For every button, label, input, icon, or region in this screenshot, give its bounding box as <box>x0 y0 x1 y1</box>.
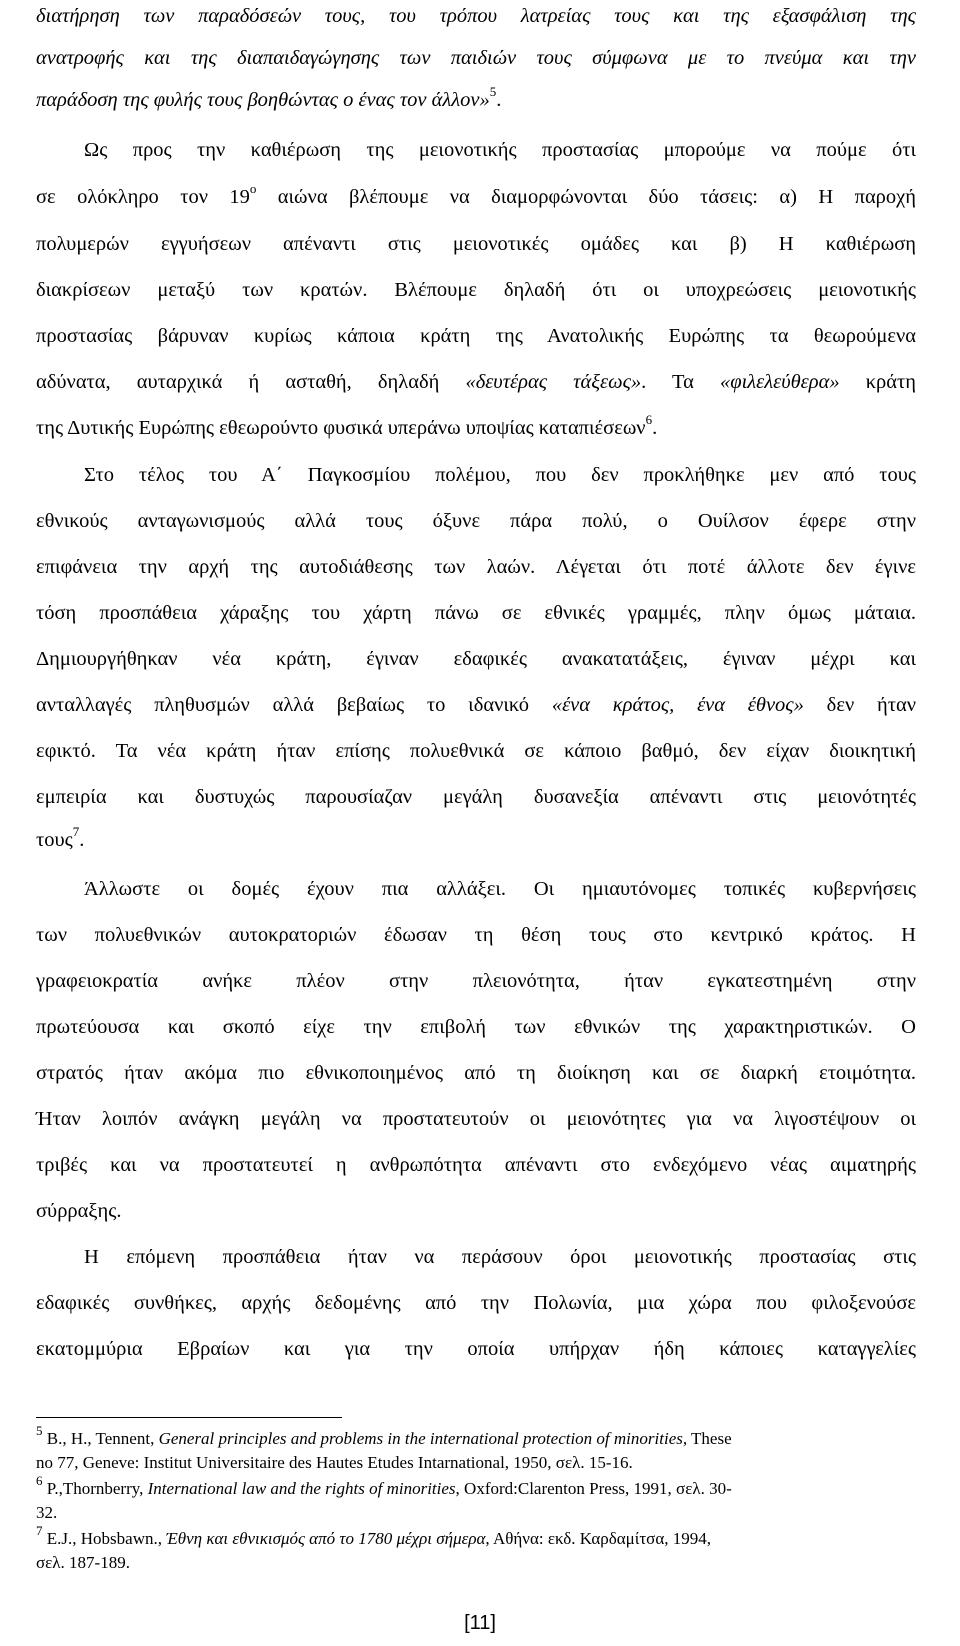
text-run: Ως προς την καθιέρωση της μειονοτικής προστασίας μπορούμε να πούμε ότι <box>84 139 916 161</box>
footnote-ref: 7 <box>36 1523 43 1539</box>
body-line <box>36 322 916 350</box>
body-line <box>36 2 916 30</box>
page-number: [11] <box>464 1612 496 1634</box>
footnote-separator <box>36 1417 342 1418</box>
text-run: επιφάνεια την αρχή της αυτοδιάθεσης των λαών. Λέγεται ότι ποτέ άλλοτε δεν έγινε <box>36 556 916 578</box>
body-line <box>36 737 916 765</box>
body-line <box>84 875 916 903</box>
italic-text: παράδοση της φυλής τους βοηθώντας ο ένας τον άλλον» <box>36 89 490 111</box>
body-line <box>36 691 916 719</box>
text-run: Δημιουργήθηκαν νέα κράτη, έγιναν εδαφικές ανακατατάξεις, έγιναν μέχρι και <box>36 648 916 670</box>
italic-text: Έθνη και εθνικισμός από το 1780 μέχρι σήμερα <box>166 1529 486 1548</box>
text-run: γραφειοκρατία ανήκε πλέον στην πλειονότητα, ήταν εγκατεστημένη στην <box>36 970 916 992</box>
text-run: . Τα <box>641 371 720 393</box>
text-run: στρατός ήταν ακόμα πιο εθνικοποιημένος από τη διοίκηση και σε διαρκή ετοιμότητα. <box>36 1062 916 1084</box>
italic-text: «δευτέρας τάξεως» <box>465 371 642 393</box>
text-run: διακρίσεων μεταξύ των κρατών. Βλέπουμε δηλαδή ότι οι υποχρεώσεις μειονοτικής <box>36 279 916 301</box>
footnote-ref: 5 <box>489 84 497 100</box>
body-line <box>36 1289 916 1317</box>
italic-text: «ένα κράτος, ένα έθνος» <box>551 694 804 716</box>
body-line <box>36 86 916 114</box>
footnote-ref: 6 <box>36 1473 43 1489</box>
body-line <box>36 599 916 627</box>
body-line <box>36 1105 916 1133</box>
footnote-line <box>36 1473 916 1500</box>
text-run: . <box>79 829 85 851</box>
body-line <box>36 783 916 811</box>
text-run: τους <box>36 829 73 851</box>
body-line <box>84 1243 916 1271</box>
text-run: τριβές και να προστατευτεί η ανθρωπότητα απέναντι στο ενδεχόμενο νέας αιματηρής <box>36 1154 916 1176</box>
body-line <box>36 507 916 535</box>
body-line <box>36 826 916 854</box>
footnote-line <box>36 1552 916 1574</box>
text-run: no 77, Geneve: Institut Universitaire des Hautes Etudes Intarnational, 1950, σελ. 15-16. <box>36 1453 633 1472</box>
body-line <box>36 1335 916 1363</box>
body-line <box>36 1013 916 1041</box>
text-run: Ήταν λοιπόν ανάγκη μεγάλη να προστατευτούν οι μειονότητες για να λιγοστέψουν οι <box>36 1108 916 1130</box>
italic-text: διατήρηση των παραδόσεών τους, του τρόπου λατρείας τους και της εξασφάλιση της <box>36 5 916 27</box>
text-run: B., H., Tennent, <box>42 1429 159 1448</box>
text-run: , Oxford:Clarenton Press, 1991, σελ. 30- <box>455 1479 732 1498</box>
text-run: πολυμερών εγγυήσεων απέναντι στις μειονοτικές ομάδες και β) Η καθιέρωση <box>36 233 916 255</box>
text-run: εδαφικές συνθήκες, αρχής δεδομένης από την Πολωνία, μια χώρα που φιλοξενούσε <box>36 1292 916 1314</box>
footnote-ref: ο <box>249 181 257 197</box>
body-line <box>84 461 916 489</box>
text-run: της Δυτικής Ευρώπης εθεωρούντο φυσικά υπεράνω υποψίας καταπιέσεων <box>36 417 646 439</box>
text-run: Άλλωστε οι δομές έχουν πια αλλάξει. Οι ημιαυτόνομες τοπικές κυβερνήσεις <box>84 878 916 900</box>
text-run: . <box>652 417 658 439</box>
text-run: σε ολόκληρο τον 19 <box>36 186 250 208</box>
italic-text: International law and the rights of minorities <box>147 1479 456 1498</box>
text-run: εκατομμύρια Εβραίων και για την οποία υπήρχαν ήδη κάποιες καταγγελίες <box>36 1338 916 1360</box>
text-run: των πολυεθνικών αυτοκρατοριών έδωσαν τη θέση τους στο κεντρικό κράτος. Η <box>36 924 916 946</box>
footnote-line <box>36 1523 916 1550</box>
text-run: τόση προσπάθεια χάραξης του χάρτη πάνω σε εθνικές γραμμές, πλην όμως μάταια. <box>36 602 916 624</box>
text-run: , Αθήνα: εκδ. Καρδαμίτσα, 1994, <box>485 1529 711 1548</box>
text-run: εθνικούς ανταγωνισμούς αλλά τους όξυνε πάρα πολύ, ο Ουίλσον έφερε στην <box>36 510 916 532</box>
body-line <box>36 921 916 949</box>
footnote-line <box>36 1452 916 1474</box>
footnote-ref: 6 <box>645 412 653 428</box>
body-line <box>36 230 916 258</box>
body-line <box>36 967 916 995</box>
text-run: σελ. 187-189. <box>36 1553 130 1572</box>
body-line <box>36 1197 916 1225</box>
text-run: . <box>496 89 502 111</box>
text-run: προστασίας βάρυναν κυρίως κάποια κράτη της Ανατολικής Ευρώπης τα θεωρούμενα <box>36 325 916 347</box>
text-run: Η επόμενη προσπάθεια ήταν να περάσουν όροι μειονοτικής προστασίας στις <box>84 1246 916 1268</box>
text-run: δεν ήταν <box>803 694 916 716</box>
body-line <box>36 44 916 72</box>
text-run: εφικτό. Τα νέα κράτη ήταν επίσης πολυεθνικά σε κάποιο βαθμό, δεν είχαν διοικητική <box>36 740 916 762</box>
text-run: κράτη <box>839 371 916 393</box>
footnote-line <box>36 1423 916 1450</box>
body-line <box>84 136 916 164</box>
text-run: P.,Thornberry, <box>42 1479 148 1498</box>
text-run: αιώνα βλέπουμε να διαμορφώνονται δύο τάσεις: α) Η παροχή <box>256 186 916 208</box>
text-run: 32. <box>36 1503 58 1522</box>
text-run: αδύνατα, αυταρχικά ή ασταθή, δηλαδή <box>36 371 466 393</box>
text-run: πρωτεύουσα και σκοπό είχε την επιβολή των εθνικών της χαρακτηριστικών. Ο <box>36 1016 916 1038</box>
footnote-ref: 7 <box>72 824 80 840</box>
text-run: , These <box>682 1429 732 1448</box>
italic-text: «φιλελεύθερα» <box>720 371 840 393</box>
footnote-ref: 5 <box>36 1423 43 1439</box>
body-line <box>36 1151 916 1179</box>
text-run: εμπειρία και δυστυχώς παρουσίαζαν μεγάλη δυσανεξία απέναντι στις μειονότητές <box>36 786 916 808</box>
text-run: ανταλλαγές πληθυσμών αλλά βεβαίως το ιδανικό <box>36 694 552 716</box>
italic-text: General principles and problems in the international protection of minorities <box>158 1429 683 1448</box>
text-run: E.J., Hobsbawn., <box>42 1529 167 1548</box>
text-run: Στο τέλος του Α΄ Παγκοσμίου πολέμου, που δεν προκλήθηκε μεν από τους <box>84 464 916 486</box>
body-line <box>36 645 916 673</box>
text-run: σύρραξης. <box>36 1200 122 1222</box>
body-line <box>36 414 916 442</box>
body-line <box>36 276 916 304</box>
body-line <box>36 368 916 396</box>
body-line <box>36 183 916 211</box>
footnote-line <box>36 1502 916 1524</box>
body-line <box>36 1059 916 1087</box>
body-line <box>36 553 916 581</box>
italic-text: ανατροφής και της διαπαιδαγώγησης των παιδιών τους σύμφωνα με το πνεύμα και την <box>36 47 916 69</box>
